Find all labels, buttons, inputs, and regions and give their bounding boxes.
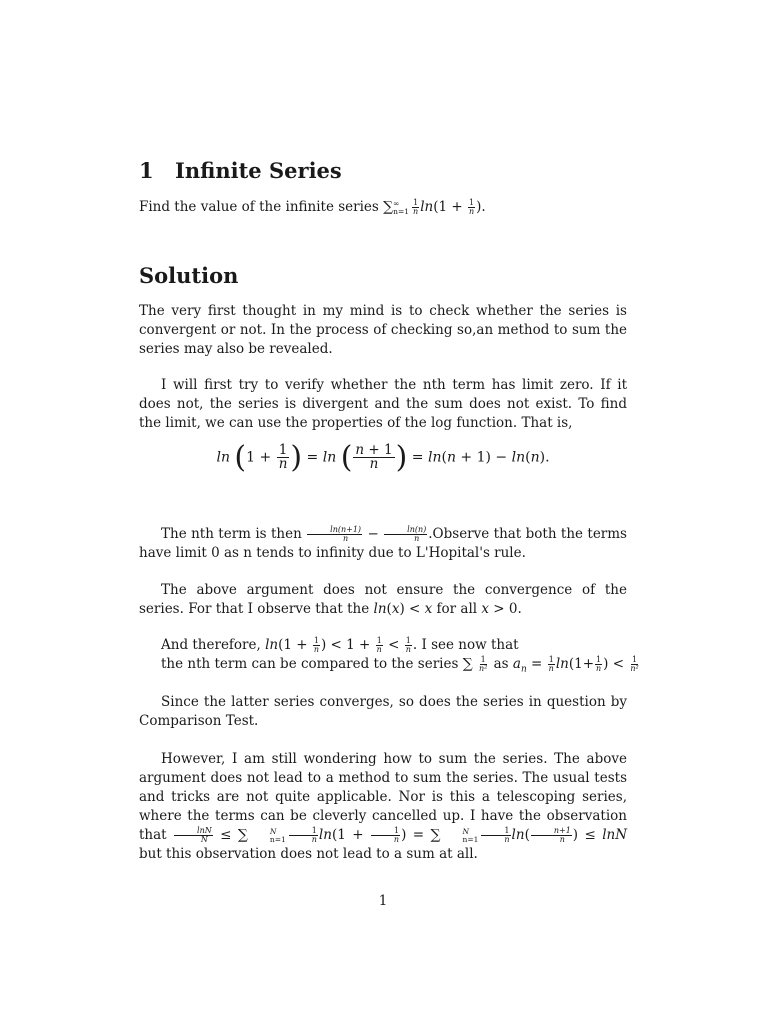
solution-heading: Solution xyxy=(139,263,239,288)
paragraph-6: Since the latter series converges, so does the series in question by Comparison Test. xyxy=(139,694,627,729)
page-number: 1 xyxy=(378,893,388,909)
log-identity-equation: ln (1 + $\frac{1}{n}$ ) = ln ( $\frac{n + 1}{n}$ ) = ln(n + 1) − ln(n). xyxy=(216,440,550,475)
paragraph-1: The very first thought in my mind is to check whether the series is convergent or not. In the process of checking so,an method to sum the series may also be revealed. xyxy=(139,303,627,357)
section-title: Infinite Series xyxy=(175,158,342,183)
section-heading xyxy=(139,158,342,183)
paragraph-7: However, I am still wondering how to sum the series. The above argument does not lead to a method to sum the series. The usual tests and tricks are not quite applicable. Nor is this a telescoping series, where the terms can be cleverly cancelled up. I have the observation that $\frac{\ln N}{N}$ ≤ ∑ N n=1 $\frac{1}{n}$ ln(1 + $\frac{1}{n}$ ) = ∑ N n=1 $\frac{1}{n}$ ln( $\frac{n+1}{n}$ ) ≤ lnN but this observation does not lead to a sum at all. xyxy=(139,751,628,862)
problem-statement: Find the value of the infinite series ∑ ∞ n=1 $\frac{1}{n}$ ln(1 + $\frac{1}{n}$ ). xyxy=(139,198,486,216)
log-inequality: ln(x) < x for all x > 0 xyxy=(373,601,518,617)
paragraph-2: I will first try to verify whether the nth term has limit zero. If it does not, the series is divergent and the sum does not exist. To find the limit, we can use the properties of the log function. That is, xyxy=(139,377,627,431)
sum-bound-formula-2: ∑ N n=1 $\frac{1}{n}$ ln( $\frac{n+1}{n}$ ) ≤ lnN xyxy=(430,826,628,844)
comparison-formula: ∑ $\frac{1}{\text{n²}}$ as $a_n$ = $\frac{1}{n}$ ln(1+ $\frac{1}{n}$ ) < $\frac{1}{\text{n²}}$ xyxy=(462,655,639,675)
bound-inequality: ln(1 + $\frac{1}{n}$ ) < 1 + $\frac{1}{n}$ < $\frac{1}{n}$ xyxy=(265,636,411,654)
paragraph-5: And therefore, ln(1 + $\frac{1}{n}$ ) < 1 + $\frac{1}{n}$ < $\frac{1}{n}$ . I see now that the nth term can be compared to the series ∑ $\frac{1}{\text{n²}}$ as $a_n$ = $\frac{1}{n}$ ln(1+ $\frac{1}{n}$ ) < $\frac{1}{\text{n²}}$ xyxy=(161,636,639,675)
paragraph-4: The above argument does not ensure the convergence of the series. For that I observe that the ln(x) < x for all x > 0. xyxy=(139,582,627,617)
series-formula: ∑ ∞ n=1 $\frac{1}{n}$ ln(1 + $\frac{1}{n}$ ) xyxy=(383,198,482,216)
sum-bound-formula: $\frac{\ln N}{N}$ ≤ ∑ N n=1 $\frac{1}{n}$ ln(1 + $\frac{1}{n}$ ) = xyxy=(173,827,424,843)
paragraph-3: The nth term is then $\frac{\ln(n+1)}{n}$ − $\frac{\ln(n)}{n}$ .Observe that both the terms have limit 0 as n tends to infinity due to L'Hopital's rule. xyxy=(139,525,627,561)
nth-term-formula: $\frac{\ln(n+1)}{n}$ − $\frac{\ln(n)}{n}$ xyxy=(306,526,428,542)
section-number: 1 xyxy=(139,158,154,183)
